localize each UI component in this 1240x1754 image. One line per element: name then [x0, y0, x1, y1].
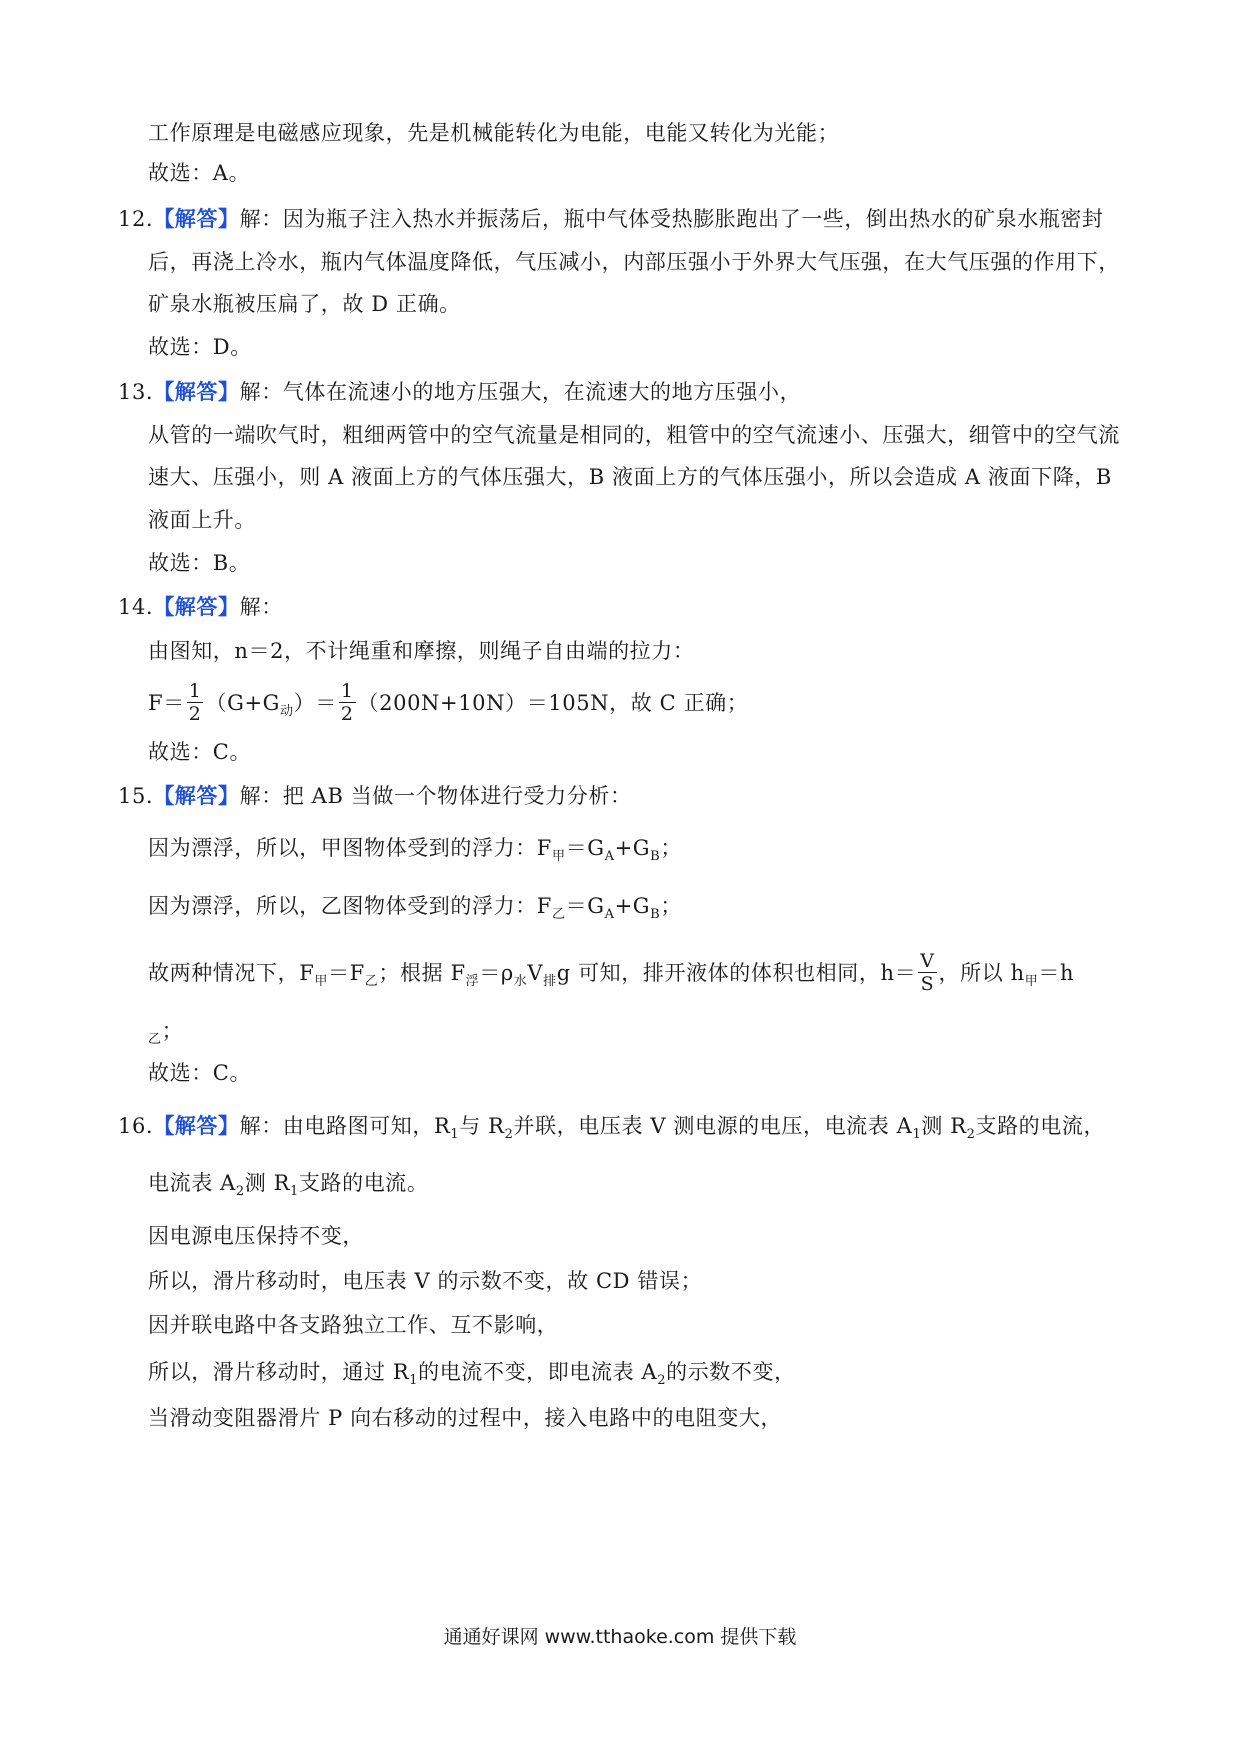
- subscript: 2: [235, 1184, 245, 1199]
- text: +G: [614, 836, 651, 860]
- text-line: [148, 1403, 1128, 1433]
- text-line: [148, 420, 1128, 450]
- subscript: 甲: [1024, 974, 1039, 989]
- subscript: 乙: [551, 907, 566, 922]
- question-12-line: [118, 204, 1104, 234]
- answer-tag: 【解答】: [153, 206, 240, 231]
- text: ＝G: [565, 894, 605, 918]
- text: 解：由电路图可知，R: [239, 1114, 451, 1138]
- question-number: 15.: [118, 784, 154, 808]
- subscript: A: [604, 849, 615, 864]
- text-line: [148, 1266, 1128, 1296]
- text: 所以，滑片移动时，通过 R: [148, 1360, 410, 1384]
- formula-line: [148, 952, 1128, 997]
- answer-line: [148, 548, 1128, 578]
- text: 故选：A。: [148, 161, 251, 185]
- fraction: [339, 680, 356, 725]
- subscript: 1: [409, 1373, 419, 1388]
- text: 测 R: [921, 1114, 967, 1138]
- text: 速大、压强小，则 A 液面上方的气体压强大，B 液面上方的气体压强小，所以会造成 A 液面下降，B: [148, 465, 1112, 489]
- denominator: S: [920, 973, 935, 995]
- subscript: 乙: [364, 974, 379, 989]
- answer-line: [148, 1058, 1128, 1088]
- text: ；: [161, 1019, 184, 1043]
- question-number: 14.: [118, 595, 154, 619]
- subscript: 2: [657, 1373, 667, 1388]
- question-number: 16.: [118, 1114, 154, 1138]
- text: （200N+10N）＝105N，故 C 正确；: [357, 691, 749, 715]
- question-16-line: [118, 1111, 1106, 1150]
- text: 因并联电路中各支路独立工作、互不影响，: [148, 1313, 559, 1337]
- text: 工作原理是电磁感应现象，先是机械能转化为电能，电能又转化为光能；: [148, 121, 840, 145]
- text: 液面上升。: [148, 508, 256, 532]
- text: 解：: [239, 595, 283, 619]
- subscript: 1: [912, 1127, 922, 1142]
- subscript: 甲: [314, 974, 328, 989]
- text: 后，再浇上冷水，瓶内气体温度降低，气压减小，内部压强小于外界大气压强，在大气压强的作用下，: [148, 250, 1120, 274]
- text-line: [148, 833, 1128, 872]
- text: （G+G: [205, 691, 281, 715]
- question-13-line: [118, 377, 1098, 407]
- text: 因为漂浮，所以，甲图物体受到的浮力：F: [148, 836, 552, 860]
- text: ＝G: [565, 836, 605, 860]
- question-number: 13.: [118, 380, 154, 404]
- text-line: [148, 118, 1128, 148]
- text: ＝F: [327, 961, 365, 985]
- question-15-line: [118, 781, 1098, 811]
- text-line: [148, 247, 1128, 277]
- numerator: 1: [340, 680, 354, 702]
- answer-line: [148, 737, 1128, 767]
- page-footer: 通通好课网 www.tthaoke.com 提供下载: [443, 1626, 797, 1648]
- subscript: 2: [966, 1127, 976, 1142]
- text: 从管的一端吹气时，粗细两管中的空气流量是相同的，粗管中的空气流速小、压强大，细管中的空气流: [148, 423, 1120, 447]
- text: ；根据 F: [378, 961, 466, 985]
- text: 因为漂浮，所以，乙图物体受到的浮力：F: [148, 894, 552, 918]
- subscript: 乙: [148, 1032, 162, 1047]
- text-line: [148, 462, 1128, 492]
- text: 解：气体在流速小的地方压强大，在流速大的地方压强小，: [239, 380, 802, 404]
- text-line: [148, 1168, 1128, 1207]
- text: 支路的电流，: [975, 1114, 1106, 1138]
- text: 由图知，n＝2，不计绳重和摩擦，则绳子自由端的拉力：: [148, 639, 695, 663]
- text-line: [148, 1221, 1128, 1251]
- subscript: 2: [504, 1127, 514, 1142]
- formula-line: [148, 682, 1128, 727]
- text: 故选：B。: [148, 551, 251, 575]
- text: 故选：D。: [148, 335, 252, 359]
- denominator: 2: [340, 703, 354, 725]
- text: 电流表 A: [148, 1171, 236, 1195]
- subscript: B: [650, 849, 661, 864]
- text-line: [148, 1357, 1128, 1396]
- answer-tag: 【解答】: [153, 594, 240, 619]
- text-line: [148, 636, 1128, 666]
- text: 测 R: [244, 1171, 291, 1195]
- answer-tag: 【解答】: [153, 1113, 240, 1138]
- subscript: 1: [290, 1184, 299, 1199]
- subscript: 排: [543, 974, 557, 989]
- text: 的示数不变，: [666, 1360, 796, 1384]
- text: 支路的电流。: [298, 1171, 429, 1195]
- text: V: [527, 961, 544, 985]
- answer-tag: 【解答】: [153, 379, 240, 404]
- text: 故选：C。: [148, 740, 252, 764]
- subscript: 浮: [465, 974, 480, 989]
- subscript: 动: [280, 704, 294, 719]
- text: 矿泉水瓶被压扁了，故 D 正确。: [148, 292, 461, 316]
- text: 故选：C。: [148, 1061, 252, 1085]
- text-line: [148, 505, 1128, 535]
- text: 与 R: [459, 1114, 505, 1138]
- numerator: 1: [188, 680, 202, 702]
- text: 当滑动变阻器滑片 P 向右移动的过程中，接入电路中的电阻变大，: [148, 1406, 783, 1430]
- text: 所以，滑片移动时，电压表 V 的示数不变，故 CD 错误；: [148, 1269, 703, 1293]
- text-line: [148, 891, 1128, 930]
- question-number: 12.: [118, 207, 154, 231]
- text: ＝ρ: [479, 961, 514, 985]
- text: ；: [660, 894, 682, 918]
- text: ）＝: [293, 691, 337, 715]
- text: +G: [614, 894, 651, 918]
- text-line: [148, 1310, 1128, 1340]
- numerator: V: [920, 950, 935, 972]
- subscript: B: [650, 907, 661, 922]
- text: 并联，电压表 V 测电源的电压，电流表 A: [513, 1114, 913, 1138]
- text: ＝h: [1038, 961, 1075, 985]
- subscript: A: [604, 907, 615, 922]
- subscript: 甲: [551, 849, 566, 864]
- denominator: 2: [188, 703, 202, 725]
- text: 解：因为瓶子注入热水并振荡后，瓶中气体受热膨胀跑出了一些，倒出热水的矿泉水瓶密封: [239, 207, 1104, 231]
- answer-line: [148, 332, 1128, 362]
- answer-line: [148, 158, 1128, 188]
- text: ，所以 h: [938, 961, 1025, 985]
- fraction: [918, 950, 936, 995]
- text: 解：把 AB 当做一个物体进行受力分析：: [239, 784, 632, 808]
- text: F＝: [148, 691, 185, 715]
- text: ；: [660, 836, 682, 860]
- answer-tag: 【解答】: [153, 783, 240, 808]
- text: 故两种情况下，F: [148, 961, 315, 985]
- subscript: 水: [513, 974, 528, 989]
- text: g 可知，排开液体的体积也相同，h＝: [556, 961, 917, 985]
- text: 的电流不变，即电流表 A: [418, 1360, 658, 1384]
- question-14-line: [118, 592, 1098, 622]
- text: 因电源电压保持不变，: [148, 1224, 364, 1248]
- text-line: [148, 1016, 1128, 1055]
- text-line: [148, 289, 1128, 319]
- subscript: 1: [450, 1127, 460, 1142]
- fraction: [187, 680, 204, 725]
